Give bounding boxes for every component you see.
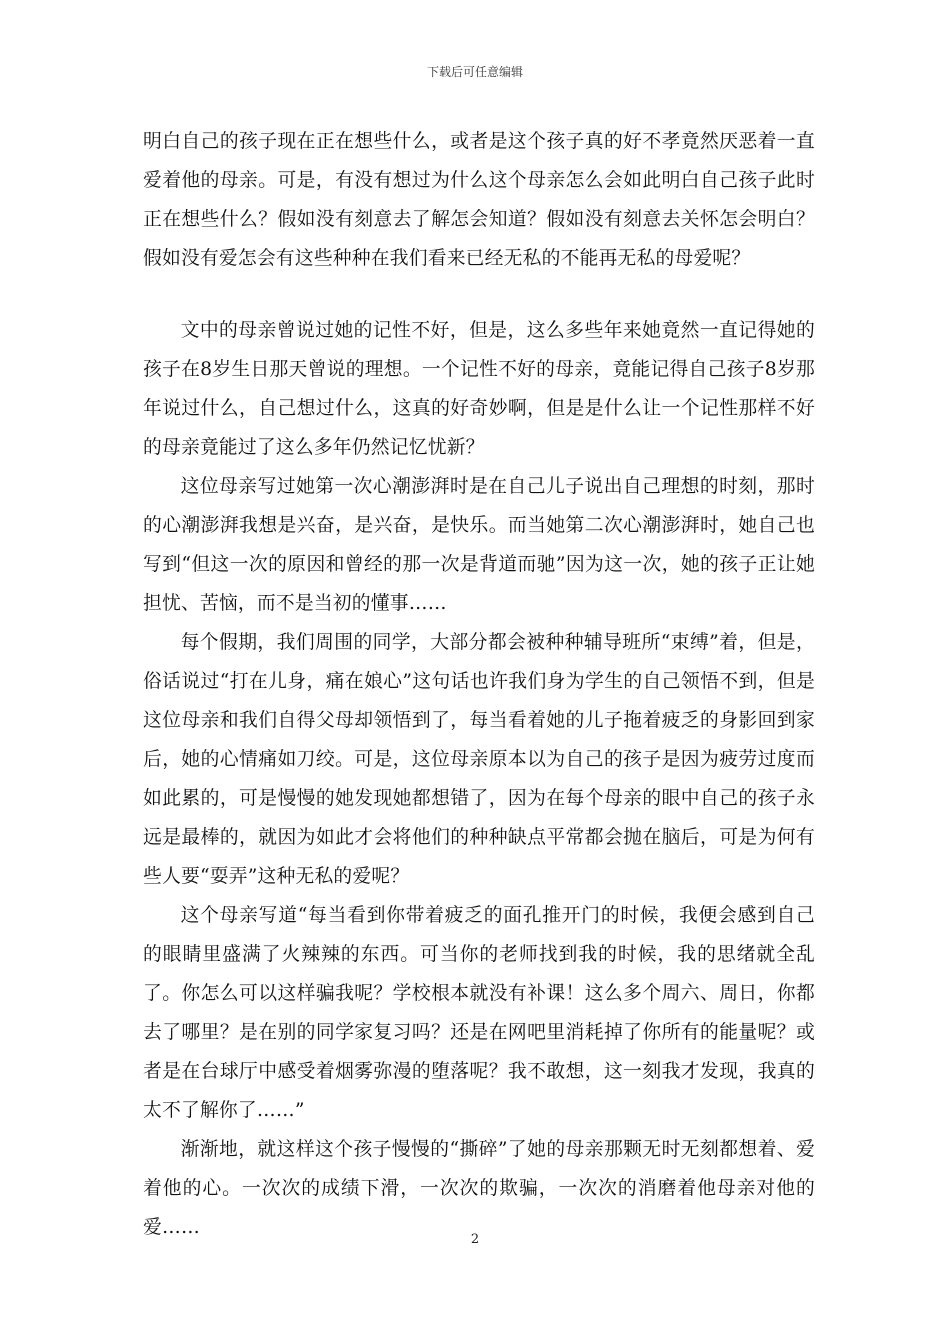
paragraph-1: 明白自己的孩子现在正在想些什么，或者是这个孩子真的好不孝竟然厌恶着一直爱着他的母亲。可是，有没有想过为什么这个母亲怎么会如此明白自己孩子此时正在想些什么？假如没有刻意去了解怎会知道？假如没有刻意去关怀怎会明白？假如没有爱怎会有这些种种在我们看来已经无私的不能再无私的母爱呢？ <box>143 131 815 269</box>
paragraph-6: 渐渐地，就这样这个孩子慢慢的“撕碎”了她的母亲那颗无时无刻都想着、爱着他的心。一次次的成绩下滑，一次次的欺骗，一次次的消磨着他母亲对他的爱…… <box>143 1139 815 1238</box>
paragraph-3: 这位母亲写过她第一次心潮澎湃时是在自己儿子说出自己理想的时刻，那时的心潮澎湃我想是兴奋，是兴奋，是快乐。而当她第二次心潮澎湃时，她自己也写到“但这一次的原因和曾经的那一次是背道而驰”因为这一次，她的孩子正让她担忧、苦恼，而不是当初的懂事…… <box>143 476 815 614</box>
page-number: 2 <box>470 1232 480 1247</box>
paragraph-2: 文中的母亲曾说过她的记性不好，但是，这么多些年来她竟然一直记得她的孩子在8岁生日那天曾说的理想。一个记性不好的母亲，竟能记得自己孩子8岁那年说过什么，自己想过什么，这真的好奇妙啊，但是是什么让一个记性那样不好的母亲竟能过了这么多年仍然记忆忧新？ <box>143 320 815 458</box>
document-body <box>143 122 815 1247</box>
paragraph-4: 每个假期，我们周围的同学，大部分都会被种种辅导班所“束缚”着，但是，俗话说过“打在儿身，痛在娘心”这句话也许我们身为学生的自己领悟不到，但是这位母亲和我们自得父母却领悟到了，每当看着她的儿子拖着疲乏的身影回到家后，她的心情痛如刀绞。可是，这位母亲原本以为自己的孩子是因为疲劳过度而如此累的，可是慢慢的她发现她都想错了，因为在每个母亲的眼中自己的孩子永远是最棒的，就因为如此才会将他们的种种缺点平常都会抛在脑后，可是为何有些人要“耍弄”这种无私的爱呢？ <box>143 632 815 887</box>
paragraph-gap <box>143 278 815 311</box>
page-header: 下载后可任意编辑 <box>426 65 523 79</box>
paragraph-5: 这个母亲写道“每当看到你带着疲乏的面孔推开门的时候，我便会感到自己的眼睛里盛满了火辣辣的东西。可当你的老师找到我的时候，我的思绪就全乱了。你怎么可以这样骗我呢？学校根本就没有补课！这么多个周六、周日，你都去了哪里？是在别的同学家复习吗？还是在网吧里消耗掉了你所有的能量呢？或者是在台球厅中感受着烟雾弥漫的堕落呢？我不敢想，这一刻我才发现，我真的太不了解你了……” <box>143 905 815 1121</box>
